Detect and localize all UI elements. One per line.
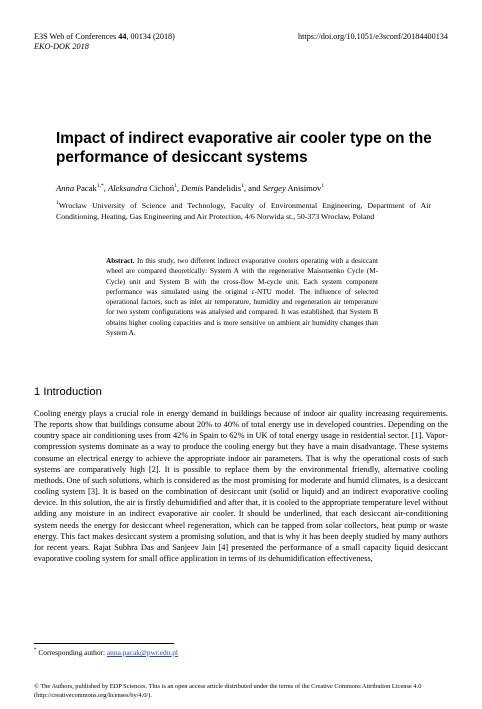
affiliation-mark: 1 bbox=[56, 200, 59, 206]
section-heading-introduction: 1 Introduction bbox=[34, 386, 102, 398]
affiliation: $^1$Wrocław University of Science and Technology, Faculty of Environmental Engineering, Department of Air Conditioning, Heating, Gas Engineering and Air Protection, 4/6 Norwida st., 50-373 Wrocław, Poland bbox=[56, 200, 431, 222]
author-list: Anna Pacak$^{1,*}$, Aleksandra Cichoń$^1$, Demis Pandelidis$^1$, and Sergey Anisimov$^1$ bbox=[56, 183, 325, 193]
author-affiliation-mark: 1,* bbox=[96, 183, 104, 189]
paper-title: Impact of indirect evaporative air cooler type on the performance of desiccant systems bbox=[56, 130, 432, 166]
abstract-label: Abstract. bbox=[106, 257, 135, 265]
author-affiliation-mark: 1 bbox=[241, 183, 244, 189]
license-notice: © The Authors, published by EDP Sciences. This is an open access article distributed under the terms of the Creative Commons Attribution License 4.0 (http://creativecommons.org/licenses/by/4.0/). bbox=[34, 683, 422, 699]
author: Sergey Anisimov$^1$ bbox=[262, 183, 325, 193]
running-header-left bbox=[34, 32, 175, 52]
author-affiliation-mark: 1 bbox=[321, 183, 325, 189]
footnote-mark: * bbox=[34, 648, 37, 653]
introduction-body: Cooling energy plays a crucial role in energy demand in buildings because of indoor air quality increasing requirements. The reports show that buildings consume about 20% to 40% of total energy use in developed countries. Depending on the country space air conditioning uses from 42% in Spain to 62% in UK of total energy usage in residential sector. [1]. Vapor-compression systems dominate as a way to produce the cooling energy but they have a main disadvantage. These systems consume an electrical energy to achieve the appropriate indoor air parameters. That is why the operational costs of such systems are comparatively high [2]. It is possible to replace them by the environmental friendly, alternative cooling methods. One of such solutions, which is considered as the most promising for moderate and humid climates, is a desiccant cooling system [3]. It is based on the combination of desiccant unit (solid or liquid) and an indirect evaporative cooling device. In this solution, the air is firstly dehumidified and after that, it is cooled to the appropriate temperature level without adding any moisture in an indirect evaporative air cooler. It should be underlined, that each desiccant air-conditioning system needs the energy for desiccant wheel regeneration, which can be tapped from solar collectors, heat pump or waste energy. This fact makes desiccant system a promising solution, and that is why it has been deeply studied by many authors for recent years. Rajat Subhra Das and Sanjeev Jain [4] presented the performance of a small capacity liquid desiccant evaporative cooling system for small office application in terms of its dehumidification effectiveness, bbox=[34, 409, 448, 564]
journal-volume: 44 bbox=[118, 32, 127, 41]
conference-name: EKO-DOK 2018 bbox=[34, 42, 89, 51]
author: Demis Pandelidis$^1$ bbox=[181, 183, 244, 193]
abstract bbox=[106, 256, 378, 338]
journal-citation: E3S Web of Conferences 44, 00134 (2018) bbox=[34, 32, 175, 41]
corresponding-author-footnote: * Corresponding author: anna.pacak@pwr.edu.pl bbox=[34, 648, 178, 657]
author: Aleksandra Cichoń$^1$ bbox=[107, 183, 177, 193]
author: Anna Pacak$^{1,*}$ bbox=[56, 183, 104, 193]
author-affiliation-mark: 1 bbox=[174, 183, 177, 189]
doi-link[interactable]: https://doi.org/10.1051/e3sconf/20184400134 bbox=[298, 32, 448, 41]
corresponding-author-email-link[interactable]: anna.pacak@pwr.edu.pl bbox=[106, 648, 178, 657]
footnote-divider bbox=[34, 643, 174, 644]
abstract-text: In this study, two different indirect evaporative coolers operating with a desiccant wheel are compared theoretically: System A with the regenerative Maisotsenko Cycle (M-Cycle) unit and System B with the cross-flow M-cycle unit. Each system component performance was simulated using the original ε-NTU model. The influence of selected operational factors, such as inlet air temperature, humidity and regeneration air temperature for two system configurations was analysed and compared. It was established, that System B obtains higher cooling capacities and is more sensitive on ambient air humidity changes than System A. bbox=[106, 257, 378, 337]
